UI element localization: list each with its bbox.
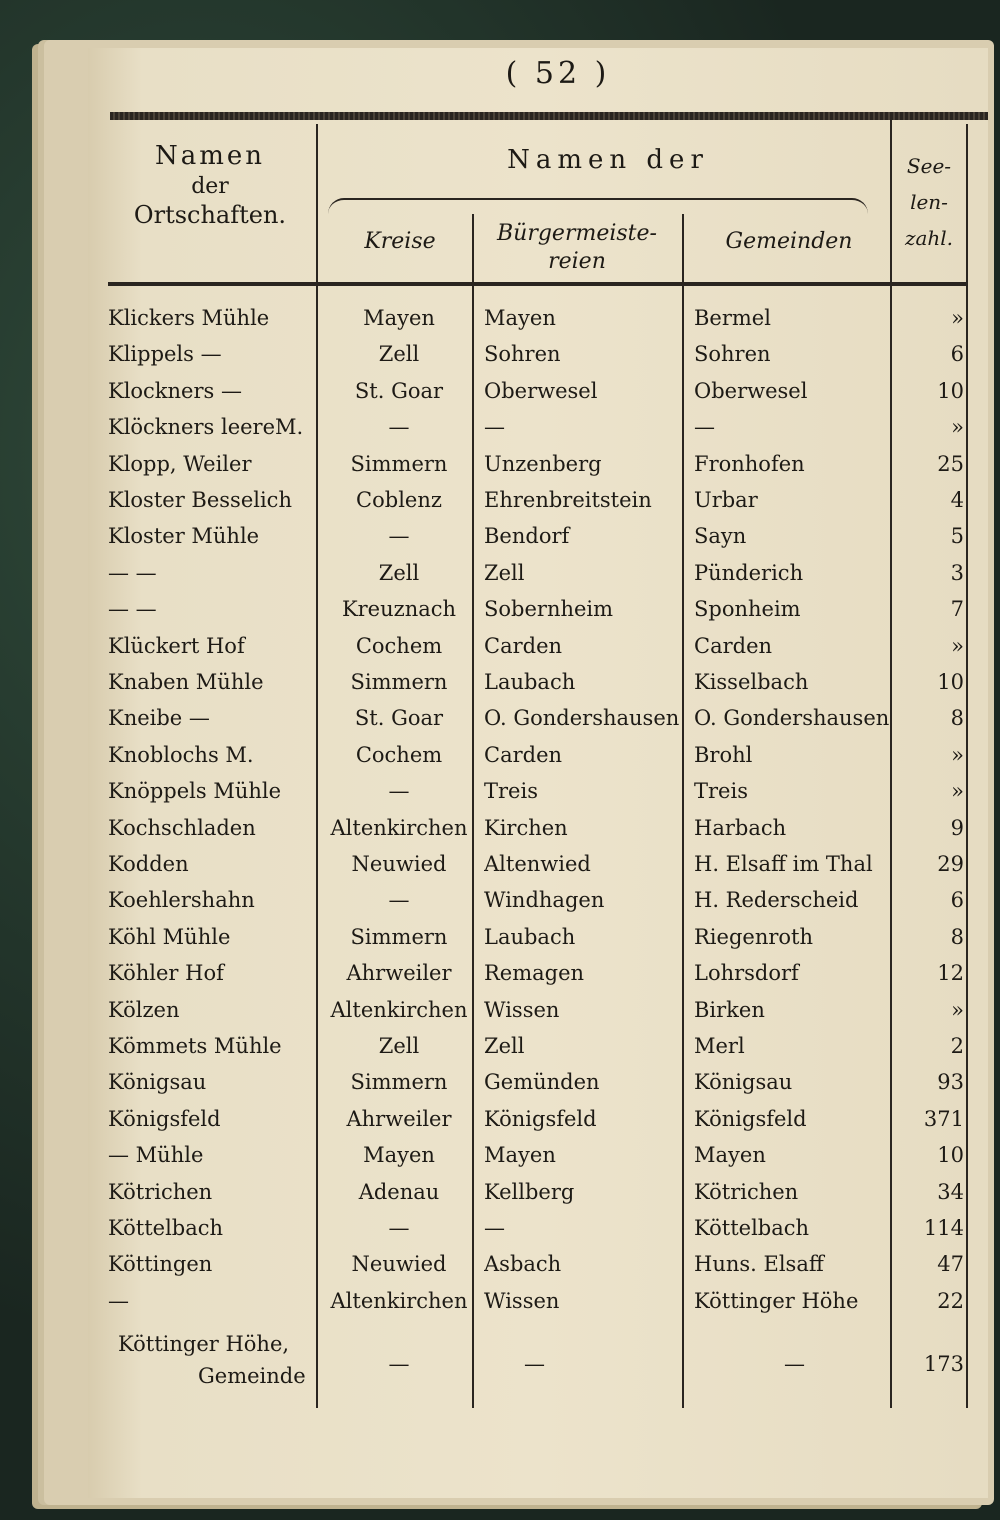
- table-row: [88, 518, 988, 554]
- table-row-last: [88, 1326, 988, 1396]
- place-name: Klöckners leereM.: [108, 415, 304, 440]
- buergermeisterei: —: [484, 1216, 505, 1240]
- header-seelenzahl: See- len- zahl.: [904, 154, 954, 250]
- kreis: Kreuznach: [341, 597, 457, 622]
- gemeinde: Sayn: [694, 524, 747, 549]
- gemeinde: H. Rederscheid: [694, 888, 859, 913]
- seelenzahl: 3: [950, 560, 964, 585]
- gemeinde: Huns. Elsaff: [694, 1252, 824, 1277]
- table-row: [88, 1210, 988, 1246]
- header-group-title: Namen der: [507, 145, 709, 175]
- gemeinde: Harbach: [694, 815, 787, 840]
- buergermeisterei: Sobernheim: [484, 597, 614, 622]
- table-row: [88, 1064, 988, 1100]
- gemeinde: Sohren: [694, 342, 771, 367]
- seelenzahl: 8: [950, 706, 964, 731]
- buergermeisterei: Remagen: [484, 961, 585, 986]
- gemeinde: Mayen: [694, 1143, 766, 1168]
- buergermeisterei: O. Gondershausen: [484, 706, 680, 731]
- kreis: St. Goar: [354, 378, 444, 403]
- seelenzahl: 25: [937, 451, 964, 476]
- place-name: Köttingen: [108, 1252, 213, 1277]
- buergermeisterei: Königsfeld: [484, 1106, 597, 1131]
- kreis: Simmern: [350, 924, 448, 949]
- header-buergermeistereien: Bürgermeiste- reien: [497, 221, 657, 274]
- kreis: Neuwied: [351, 852, 447, 876]
- table-row: [88, 846, 988, 882]
- seelenzahl: 7: [950, 597, 964, 622]
- buergermeisterei: —: [524, 1352, 545, 1376]
- table-row: [88, 1137, 988, 1173]
- buergermeisterei: Sohren: [484, 342, 561, 367]
- kreis: Zell: [378, 342, 420, 367]
- seelenzahl: »: [951, 415, 964, 440]
- seelenzahl: 6: [950, 342, 964, 367]
- place-name: Köhl Mühle: [108, 924, 231, 949]
- header-gemeinden: Gemeinden: [725, 229, 853, 254]
- buergermeisterei: Carden: [484, 742, 563, 767]
- kreis: Ahrweiler: [346, 1106, 452, 1131]
- table-row: [88, 1246, 988, 1282]
- table-row: [88, 992, 988, 1028]
- kreis: —: [388, 779, 410, 804]
- kreis: Simmern: [350, 1070, 448, 1095]
- place-name: Kochschladen: [108, 815, 256, 840]
- place-name: Kneibe —: [108, 706, 210, 731]
- seelenzahl: 9: [950, 815, 964, 840]
- kreis: Mayen: [363, 306, 435, 330]
- top-rule: [110, 112, 988, 120]
- buergermeisterei: Mayen: [484, 306, 556, 330]
- place-name: — Mühle: [108, 1143, 204, 1168]
- gemeinde: Oberwesel: [694, 378, 808, 403]
- table-row: [88, 737, 988, 773]
- table-row: [88, 1028, 988, 1064]
- place-name: Klockners —: [108, 378, 242, 403]
- table-row: [88, 919, 988, 955]
- seelenzahl: 173: [923, 1352, 964, 1376]
- place-name: — —: [108, 597, 157, 622]
- buergermeisterei: Zell: [484, 1034, 525, 1058]
- kreis: Neuwied: [351, 1252, 447, 1277]
- table-row: [88, 1283, 988, 1319]
- gemeinde: —: [784, 1352, 805, 1376]
- table-row: [88, 482, 988, 518]
- place-name: Kloster Besselich: [108, 488, 292, 512]
- kreis: —: [388, 1352, 410, 1376]
- seelenzahl: »: [951, 997, 964, 1022]
- place-name: — —: [108, 560, 157, 585]
- seelenzahl: 47: [937, 1252, 964, 1277]
- table-row: [88, 591, 988, 627]
- buergermeisterei: Mayen: [484, 1143, 556, 1168]
- seelenzahl: 22: [937, 1288, 964, 1313]
- seelenzahl: 34: [937, 1179, 964, 1204]
- kreis: —: [388, 888, 410, 913]
- table-row: [88, 300, 988, 336]
- buergermeisterei: Wissen: [484, 997, 560, 1022]
- table-row: [88, 409, 988, 445]
- table-row: [88, 882, 988, 918]
- table-row: [88, 336, 988, 372]
- gemeinde: Treis: [694, 779, 748, 804]
- kreis: Altenkirchen: [330, 997, 468, 1022]
- seelenzahl: 10: [937, 378, 964, 403]
- seelenzahl: »: [951, 779, 964, 804]
- place-name: Königsfeld: [108, 1106, 221, 1131]
- buergermeisterei: Bendorf: [484, 524, 570, 549]
- place-name: Kötrichen: [108, 1179, 213, 1204]
- kreis: Altenkirchen: [330, 1288, 468, 1313]
- place-name: Klückert Hof: [108, 633, 245, 658]
- kreis: —: [388, 1216, 410, 1240]
- table-row: [88, 810, 988, 846]
- kreis: —: [388, 415, 410, 440]
- place-name: Königsau: [108, 1070, 207, 1095]
- gemeinde: Königsau: [694, 1070, 793, 1095]
- buergermeisterei: Carden: [484, 633, 563, 658]
- buergermeisterei: Unzenberg: [484, 451, 602, 476]
- gemeinde: Birken: [694, 997, 765, 1022]
- table-row: [88, 1174, 988, 1210]
- kreis: Ahrweiler: [346, 961, 452, 986]
- table-row: [88, 373, 988, 409]
- seelenzahl: »: [951, 633, 964, 658]
- gemeinde: Bermel: [694, 306, 771, 330]
- kreis: Altenkirchen: [330, 815, 468, 840]
- seelenzahl: 10: [937, 670, 964, 694]
- seelenzahl: 371: [923, 1106, 964, 1131]
- gemeinde: Köttelbach: [694, 1216, 810, 1240]
- table-row: [88, 773, 988, 809]
- seelenzahl: 29: [937, 852, 964, 876]
- place-name: Köttelbach: [108, 1216, 224, 1240]
- place-name: Koehlershahn: [108, 888, 255, 913]
- place-name: Kodden: [108, 852, 189, 876]
- kreis: Simmern: [350, 451, 448, 476]
- seelenzahl: 10: [937, 1143, 964, 1168]
- table-row: [88, 955, 988, 991]
- kreis: Mayen: [363, 1143, 435, 1168]
- seelenzahl: 114: [923, 1216, 964, 1240]
- gemeinde: Carden: [694, 633, 773, 658]
- place-name: Klickers Mühle: [108, 306, 270, 330]
- seelenzahl: 6: [950, 888, 964, 913]
- gemeinde: Merl: [694, 1034, 745, 1058]
- table-row: [88, 555, 988, 591]
- place-name: Köhler Hof: [108, 961, 224, 986]
- gemeinde: Lohrsdorf: [694, 961, 799, 986]
- place-name: Kloster Mühle: [108, 524, 260, 549]
- gemeinde: Pünderich: [694, 560, 804, 585]
- place-name: —: [108, 1288, 129, 1313]
- buergermeisterei: Windhagen: [484, 888, 605, 913]
- seelenzahl: 8: [950, 924, 964, 949]
- kreis: St. Goar: [354, 706, 444, 731]
- place-name: Gemeinde: [198, 1364, 306, 1388]
- buergermeisterei: Laubach: [484, 670, 576, 694]
- header-brace: [328, 198, 868, 214]
- buergermeisterei: Laubach: [484, 924, 576, 949]
- place-name: Kömmets Mühle: [108, 1034, 282, 1058]
- gemeinde: Fronhofen: [694, 451, 805, 476]
- seelenzahl: 93: [937, 1070, 964, 1095]
- page-number: ( 52 ): [505, 56, 611, 91]
- place-name: Knoblochs M.: [108, 742, 254, 767]
- buergermeisterei: Gemünden: [484, 1070, 600, 1095]
- header-kreise: Kreise: [364, 229, 436, 254]
- gemeinde: Sponheim: [694, 597, 801, 622]
- buergermeisterei: Kellberg: [484, 1179, 575, 1204]
- gemeinde: Brohl: [694, 742, 753, 767]
- kreis: Adenau: [358, 1179, 440, 1204]
- gemeinde: —: [694, 415, 715, 440]
- header-rule: [108, 282, 966, 286]
- place-name: Knaben Mühle: [108, 670, 264, 694]
- kreis: Cochem: [355, 742, 443, 767]
- place-name: Klippels —: [108, 342, 222, 367]
- place-name: Knöppels Mühle: [108, 779, 282, 804]
- gemeinde: Königsfeld: [694, 1106, 807, 1131]
- table-row: [88, 664, 988, 700]
- buergermeisterei: —: [484, 415, 505, 440]
- kreis: Cochem: [355, 633, 443, 658]
- seelenzahl: 2: [950, 1034, 964, 1058]
- buergermeisterei: Treis: [484, 779, 538, 804]
- gemeinde: Köttinger Höhe: [694, 1288, 859, 1313]
- place-name: Kölzen: [108, 997, 180, 1022]
- gemeinde: O. Gondershausen: [694, 706, 890, 731]
- place-name: Köttinger Höhe,: [118, 1332, 290, 1356]
- buergermeisterei: Wissen: [484, 1288, 560, 1313]
- gemeinde: Kötrichen: [694, 1179, 799, 1204]
- kreis: —: [388, 524, 410, 549]
- kreis: Zell: [378, 560, 420, 585]
- place-name: Klopp, Weiler: [108, 451, 252, 476]
- buergermeisterei: Kirchen: [484, 815, 568, 840]
- buergermeisterei: Altenwied: [484, 852, 591, 876]
- kreis: Simmern: [350, 670, 448, 694]
- gemeinde: Kisselbach: [694, 670, 809, 694]
- buergermeisterei: Zell: [484, 560, 525, 585]
- seelenzahl: 4: [950, 488, 964, 512]
- gemeinde: Urbar: [694, 488, 758, 512]
- table-row: [88, 1101, 988, 1137]
- buergermeisterei: Asbach: [484, 1252, 562, 1277]
- header-place: Namen der Ortschaften.: [133, 141, 287, 229]
- gemeinde: Riegenroth: [694, 924, 813, 949]
- seelenzahl: »: [951, 306, 964, 330]
- book-page: [88, 48, 988, 1498]
- table-row: [88, 700, 988, 736]
- table-row: [88, 628, 988, 664]
- seelenzahl: 12: [937, 961, 964, 986]
- seelenzahl: »: [951, 742, 964, 767]
- buergermeisterei: Oberwesel: [484, 378, 598, 403]
- buergermeisterei: Ehrenbreitstein: [484, 488, 652, 512]
- table-row: [88, 446, 988, 482]
- seelenzahl: 5: [950, 524, 964, 549]
- gemeinde: H. Elsaff im Thal: [694, 852, 873, 876]
- kreis: Coblenz: [356, 488, 442, 512]
- kreis: Zell: [378, 1034, 420, 1058]
